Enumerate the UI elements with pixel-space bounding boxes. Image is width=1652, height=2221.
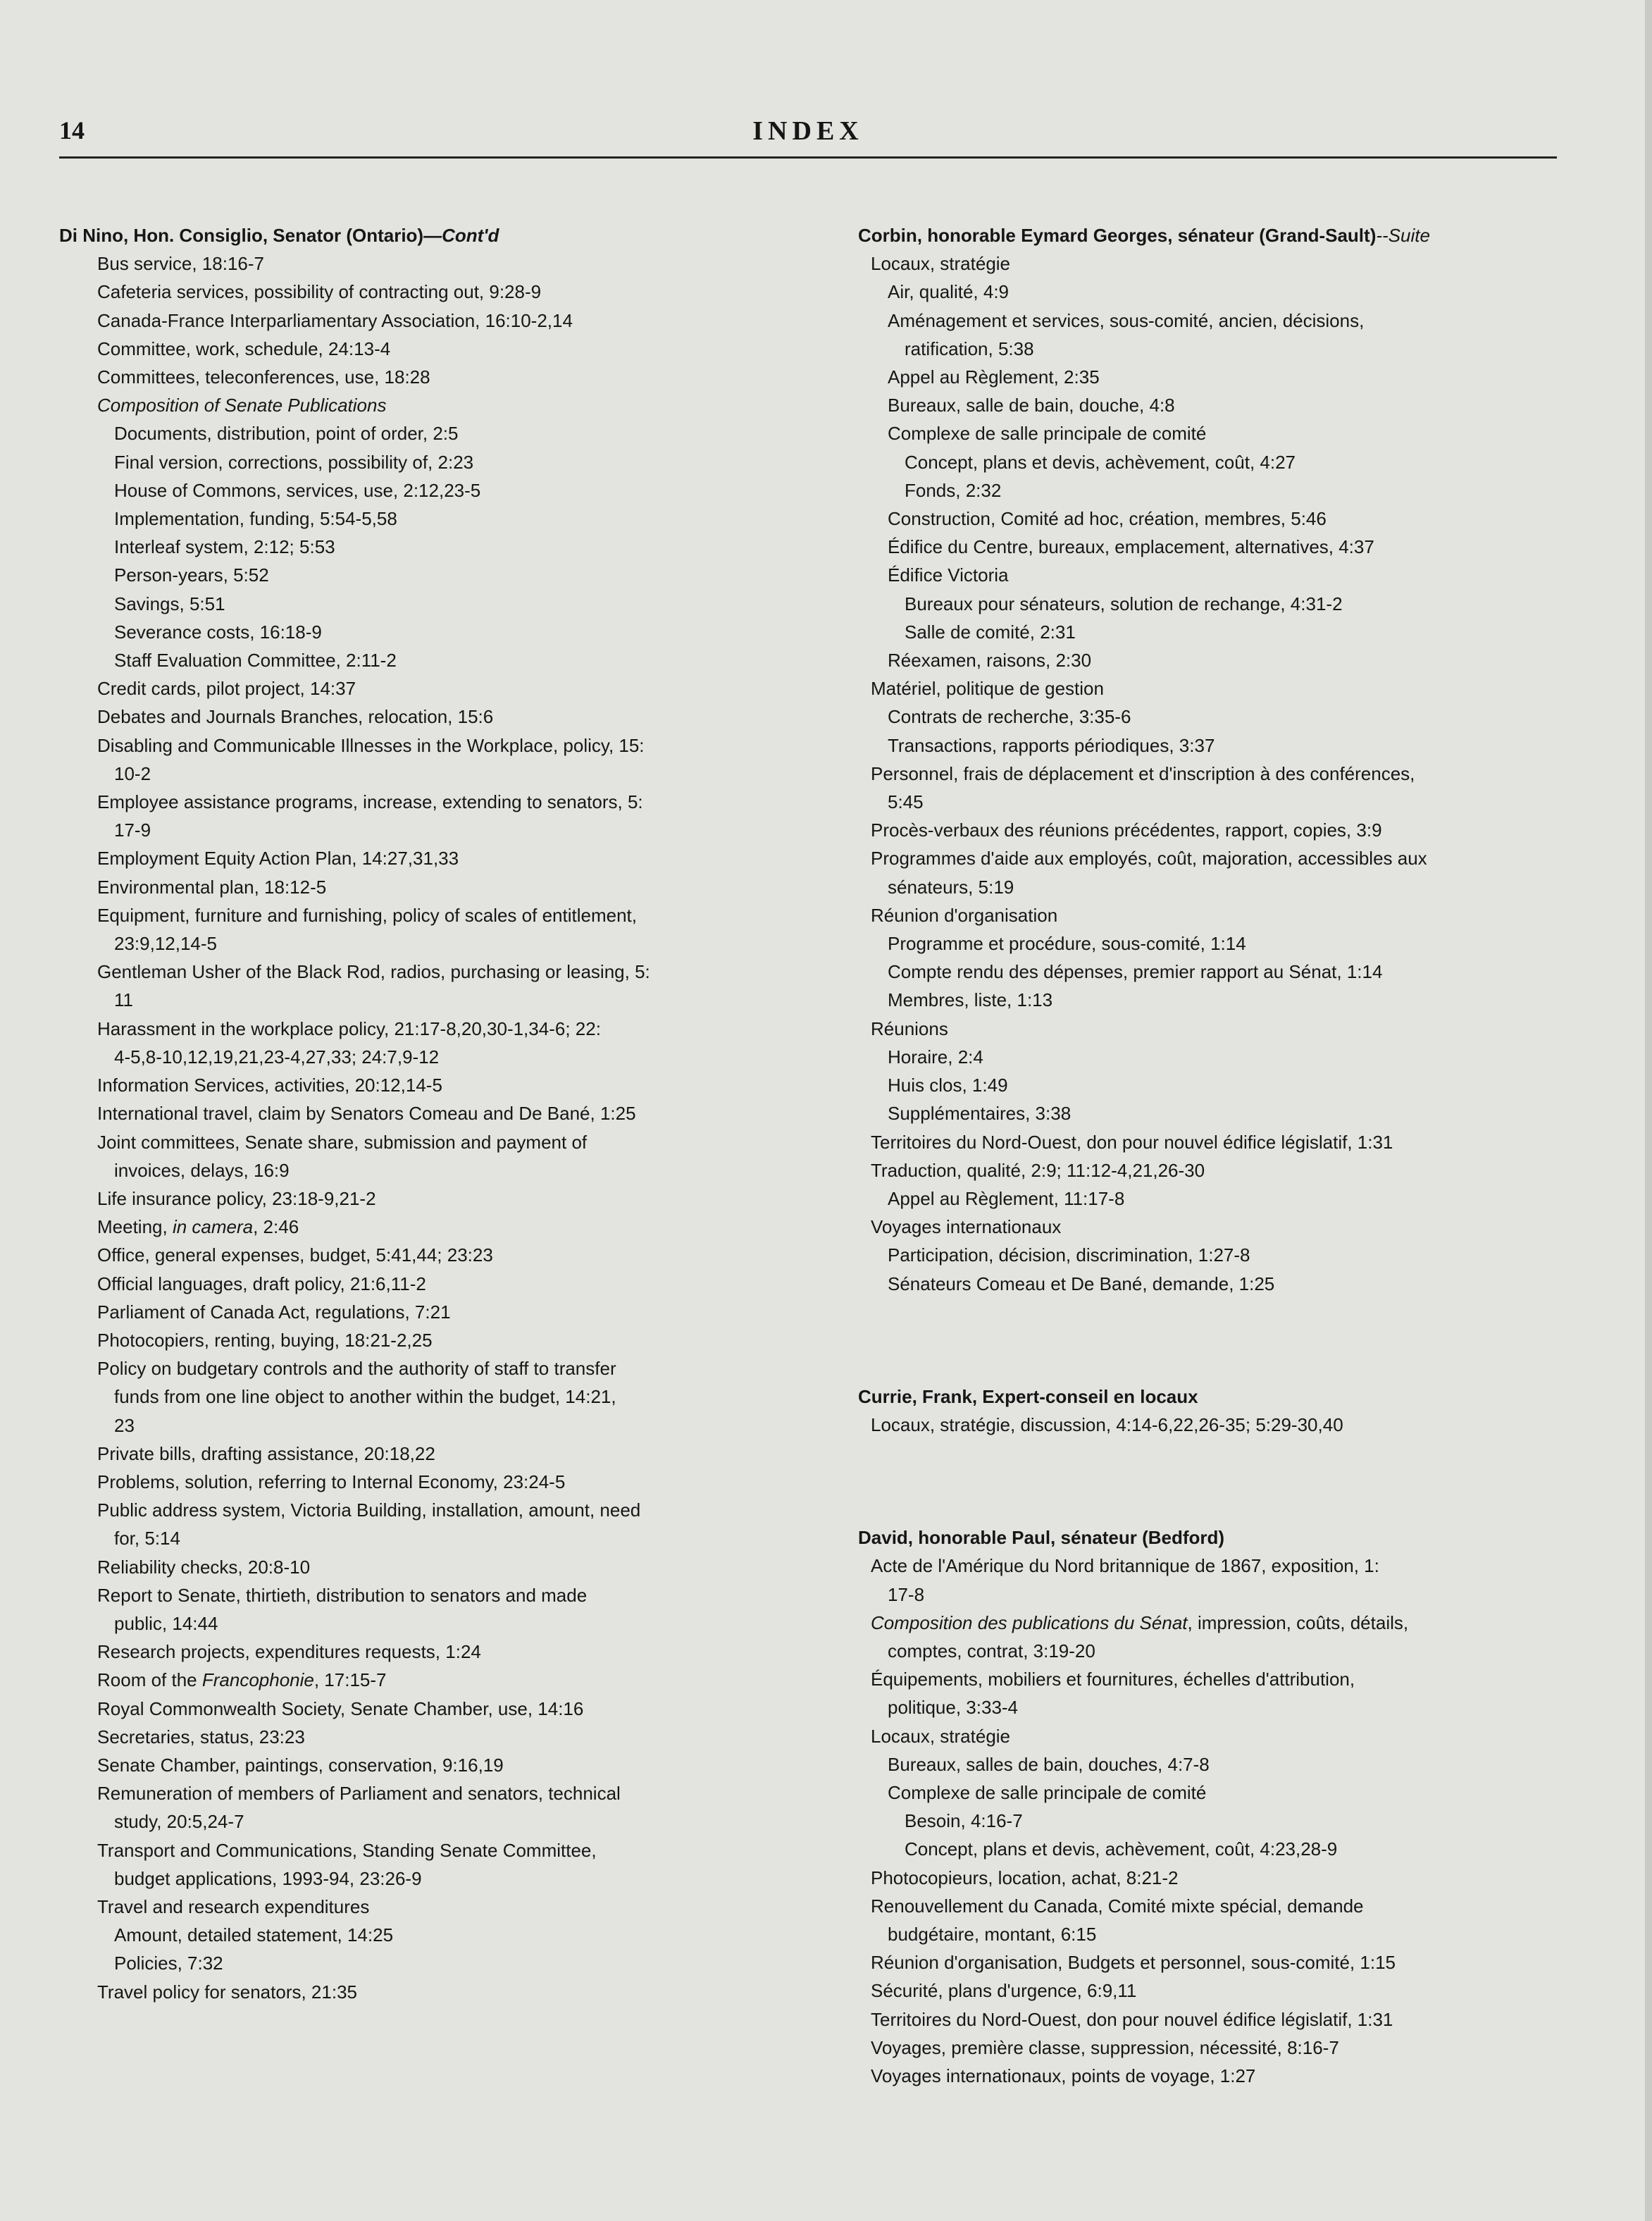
index-line: Private bills, drafting assistance, 20:18,22 xyxy=(97,1442,435,1464)
index-subline: Bureaux pour sénateurs, solution de rechange, 4:31-2 xyxy=(905,593,1343,614)
index-subline: Salle de comité, 2:31 xyxy=(905,621,1076,643)
index-line: Harassment in the workplace policy, 21:17-8,20,30-1,34-6; 22: xyxy=(97,1017,601,1039)
index-subline: Appel au Règlement, 2:35 xyxy=(888,366,1100,388)
index-continuation: comptes, contrat, 3:19-20 xyxy=(888,1640,1095,1662)
index-continuation: 11 xyxy=(114,989,133,1011)
index-line: Debates and Journals Branches, relocation, 15:6 xyxy=(97,706,494,728)
index-line: Remuneration of members of Parliament and senators, technical xyxy=(97,1783,621,1805)
index-line: Réunion d'organisation, Budgets et personnel, sous-comité, 1:15 xyxy=(871,1952,1396,1974)
index-line: Senate Chamber, paintings, conservation, 9:16,19 xyxy=(97,1754,504,1776)
index-line: Disabling and Communicable Illnesses in the Workplace, policy, 15: xyxy=(97,734,645,756)
index-subline: Huis clos, 1:49 xyxy=(888,1075,1008,1096)
index-line: Personnel, frais de déplacement et d'inscription à des conférences, xyxy=(871,762,1415,784)
index-subline: Compte rendu des dépenses, premier rapport au Sénat, 1:14 xyxy=(888,961,1383,983)
index-line: Territoires du Nord-Ouest, don pour nouvel édifice législatif, 1:31 xyxy=(871,1131,1393,1153)
index-line: Voyages, première classe, suppression, nécessité, 8:16-7 xyxy=(871,2036,1339,2058)
index-continuation: 4-5,8-10,12,19,21,23-4,27,33; 24:7,9-12 xyxy=(114,1046,440,1068)
index-subline: Programme et procédure, sous-comité, 1:14 xyxy=(888,933,1246,955)
page-header xyxy=(59,116,1557,156)
index-line: Sécurité, plans d'urgence, 6:9,11 xyxy=(871,1980,1137,2002)
index-line: Canada-France Interparliamentary Association, 16:10-2,14 xyxy=(97,309,573,331)
index-line: Bus service, 18:16-7 xyxy=(97,253,265,275)
index-line: Office, general expenses, budget, 5:41,44; 23:23 xyxy=(97,1244,493,1266)
index-line: Acte de l'Amérique du Nord britannique de 1867, exposition, 1: xyxy=(871,1555,1379,1577)
index-line: Cafeteria services, possibility of contracting out, 9:28-9 xyxy=(97,281,542,303)
index-line: Locaux, stratégie xyxy=(871,1725,1011,1747)
index-continuation: funds from one line object to another within the budget, 14:21, xyxy=(114,1386,616,1408)
running-head: INDEX xyxy=(752,116,864,146)
index-subline: Participation, décision, discrimination, 1:27-8 xyxy=(888,1244,1250,1266)
index-subline: Bureaux, salles de bain, douches, 4:7-8 xyxy=(888,1753,1210,1775)
index-subline: Concept, plans et devis, achèvement, coût, 4:23,28-9 xyxy=(905,1838,1338,1860)
index-subline: House of Commons, services, use, 2:12,23-5 xyxy=(114,479,481,501)
index-line: Official languages, draft policy, 21:6,11-2 xyxy=(97,1273,426,1294)
index-continuation: 17-9 xyxy=(114,819,151,841)
index-heading: Di Nino, Hon. Consiglio, Senator (Ontario)—Cont'd xyxy=(59,225,499,246)
index-line: Territoires du Nord-Ouest, don pour nouvel édifice législatif, 1:31 xyxy=(871,2008,1393,2030)
index-line: Voyages internationaux xyxy=(871,1216,1062,1238)
index-subline: Construction, Comité ad hoc, création, membres, 5:46 xyxy=(888,508,1327,530)
index-line: Matériel, politique de gestion xyxy=(871,678,1104,700)
index-line: Problems, solution, referring to Internal Economy, 23:24-5 xyxy=(97,1471,566,1492)
index-continuation: study, 20:5,24-7 xyxy=(114,1811,244,1833)
index-line: Gentleman Usher of the Black Rod, radios, purchasing or leasing, 5: xyxy=(97,961,650,983)
index-line: Committees, teleconferences, use, 18:28 xyxy=(97,366,430,388)
index-line: Voyages internationaux, points de voyage, 1:27 xyxy=(871,2065,1256,2086)
index-subline: Savings, 5:51 xyxy=(114,593,225,614)
index-subline: Staff Evaluation Committee, 2:11-2 xyxy=(114,650,397,672)
index-line: Transport and Communications, Standing Senate Committee, xyxy=(97,1839,597,1861)
index-line: Reliability checks, 20:8-10 xyxy=(97,1556,311,1578)
page-edge xyxy=(1645,0,1652,2221)
index-continuation: sénateurs, 5:19 xyxy=(888,876,1014,898)
index-line: Équipements, mobiliers et fournitures, échelles d'attribution, xyxy=(871,1669,1355,1690)
index-subline: Implementation, funding, 5:54-5,58 xyxy=(114,508,397,530)
index-line: Employment Equity Action Plan, 14:27,31,33 xyxy=(97,848,459,870)
index-subline: Interleaf system, 2:12; 5:53 xyxy=(114,536,335,558)
index-continuation: ratification, 5:38 xyxy=(905,338,1034,359)
index-line: Travel policy for senators, 21:35 xyxy=(97,1981,357,2003)
index-subline: Policies, 7:32 xyxy=(114,1953,223,1974)
index-subline: Documents, distribution, point of order, 2:5 xyxy=(114,423,459,445)
index-line: Photocopiers, renting, buying, 18:21-2,25 xyxy=(97,1329,433,1351)
index-line: Procès-verbaux des réunions précédentes, rapport, copies, 3:9 xyxy=(871,819,1382,841)
index-continuation: 17-8 xyxy=(888,1583,925,1605)
index-subline: Severance costs, 16:18-9 xyxy=(114,621,322,643)
index-continuation: for, 5:14 xyxy=(114,1528,180,1549)
index-line: Committee, work, schedule, 24:13-4 xyxy=(97,338,391,359)
index-line: Parliament of Canada Act, regulations, 7:21 xyxy=(97,1301,451,1323)
index-line: Research projects, expenditures requests, 1:24 xyxy=(97,1641,481,1663)
left-column xyxy=(59,221,806,2006)
section-gap xyxy=(858,1298,1541,1382)
index-line: Joint committees, Senate share, submission and payment of xyxy=(97,1131,588,1153)
section-gap xyxy=(858,1439,1541,1523)
index-line: Credit cards, pilot project, 14:37 xyxy=(97,678,356,700)
index-line: Secretaries, status, 23:23 xyxy=(97,1726,305,1747)
index-continuation: budgétaire, montant, 6:15 xyxy=(888,1923,1097,1945)
index-line: Meeting, in camera, 2:46 xyxy=(97,1216,299,1238)
index-subline: Appel au Règlement, 11:17-8 xyxy=(888,1187,1125,1209)
index-subline: Édifice du Centre, bureaux, emplacement, alternatives, 4:37 xyxy=(888,536,1374,558)
index-line: Réunion d'organisation xyxy=(871,904,1058,926)
index-continuation: 23 xyxy=(114,1414,135,1436)
index-subline: Contrats de recherche, 3:35-6 xyxy=(888,706,1131,728)
index-subline: Supplémentaires, 3:38 xyxy=(888,1103,1072,1125)
index-subline: Aménagement et services, sous-comité, ancien, décisions, xyxy=(888,309,1365,331)
index-line: Renouvellement du Canada, Comité mixte spécial, demande xyxy=(871,1895,1364,1917)
index-subline: Final version, corrections, possibility of, 2:23 xyxy=(114,451,474,473)
index-line: Equipment, furniture and furnishing, policy of scales of entitlement, xyxy=(97,904,637,926)
index-line: Information Services, activities, 20:12,14-5 xyxy=(97,1075,442,1096)
index-line: Life insurance policy, 23:18-9,21-2 xyxy=(97,1187,376,1209)
index-line: International travel, claim by Senators Comeau and De Bané, 1:25 xyxy=(97,1103,636,1125)
index-line: Environmental plan, 18:12-5 xyxy=(97,876,327,898)
index-continuation: budget applications, 1993-94, 23:26-9 xyxy=(114,1867,422,1889)
page-number: 14 xyxy=(59,116,85,144)
index-subline: Air, qualité, 4:9 xyxy=(888,281,1009,303)
index-line: Public address system, Victoria Building, installation, amount, need xyxy=(97,1499,641,1521)
index-subline: Sénateurs Comeau et De Bané, demande, 1:25 xyxy=(888,1273,1275,1294)
index-continuation: 10-2 xyxy=(114,762,151,784)
index-continuation: invoices, delays, 16:9 xyxy=(114,1159,290,1181)
index-subline: Transactions, rapports périodiques, 3:37 xyxy=(888,734,1215,756)
index-subline: Fonds, 2:32 xyxy=(905,479,1002,501)
index-subline: Édifice Victoria xyxy=(888,564,1009,586)
index-continuation: politique, 3:33-4 xyxy=(888,1697,1019,1719)
index-continuation: 23:9,12,14-5 xyxy=(114,933,218,955)
index-heading: David, honorable Paul, sénateur (Bedford) xyxy=(858,1527,1225,1549)
header-rule xyxy=(59,156,1557,159)
index-line: Report to Senate, thirtieth, distribution to senators and made xyxy=(97,1584,588,1606)
index-subline: Membres, liste, 1:13 xyxy=(888,989,1053,1011)
index-line: Photocopieurs, location, achat, 8:21-2 xyxy=(871,1867,1179,1888)
index-line: Composition des publications du Sénat, impression, coûts, détails, xyxy=(871,1611,1409,1633)
index-line: Locaux, stratégie xyxy=(871,253,1011,275)
index-subline: Besoin, 4:16-7 xyxy=(905,1810,1023,1832)
index-heading: Currie, Frank, Expert-conseil en locaux xyxy=(858,1385,1198,1407)
index-subline: Horaire, 2:4 xyxy=(888,1046,983,1068)
index-line: Composition of Senate Publications xyxy=(97,395,387,416)
index-subline: Complexe de salle principale de comité xyxy=(888,1781,1207,1803)
index-line: Locaux, stratégie, discussion, 4:14-6,22,26-35; 5:29-30,40 xyxy=(871,1413,1343,1435)
index-subline: Complexe de salle principale de comité xyxy=(888,423,1207,445)
index-subline: Bureaux, salle de bain, douche, 4:8 xyxy=(888,395,1175,416)
index-line: Travel and research expenditures xyxy=(97,1895,370,1917)
index-line: Réunions xyxy=(871,1017,948,1039)
index-line: Programmes d'aide aux employés, coût, majoration, accessibles aux xyxy=(871,848,1427,870)
index-subline: Réexamen, raisons, 2:30 xyxy=(888,650,1092,672)
index-heading: Corbin, honorable Eymard Georges, sénateur (Grand-Sault)--Suite xyxy=(858,225,1430,246)
index-continuation: 5:45 xyxy=(888,791,924,813)
right-column xyxy=(858,221,1541,2090)
index-line: Traduction, qualité, 2:9; 11:12-4,21,26-30 xyxy=(871,1159,1205,1181)
index-subline: Concept, plans et devis, achèvement, coût, 4:27 xyxy=(905,451,1296,473)
index-line: Royal Commonwealth Society, Senate Chamber, use, 14:16 xyxy=(97,1697,584,1719)
index-subline: Person-years, 5:52 xyxy=(114,564,269,586)
index-subline: Amount, detailed statement, 14:25 xyxy=(114,1924,394,1946)
index-line: Room of the Francophonie, 17:15-7 xyxy=(97,1669,387,1691)
index-continuation: public, 14:44 xyxy=(114,1612,218,1634)
index-line: Policy on budgetary controls and the authority of staff to transfer xyxy=(97,1358,616,1380)
index-line: Employee assistance programs, increase, extending to senators, 5: xyxy=(97,791,643,813)
